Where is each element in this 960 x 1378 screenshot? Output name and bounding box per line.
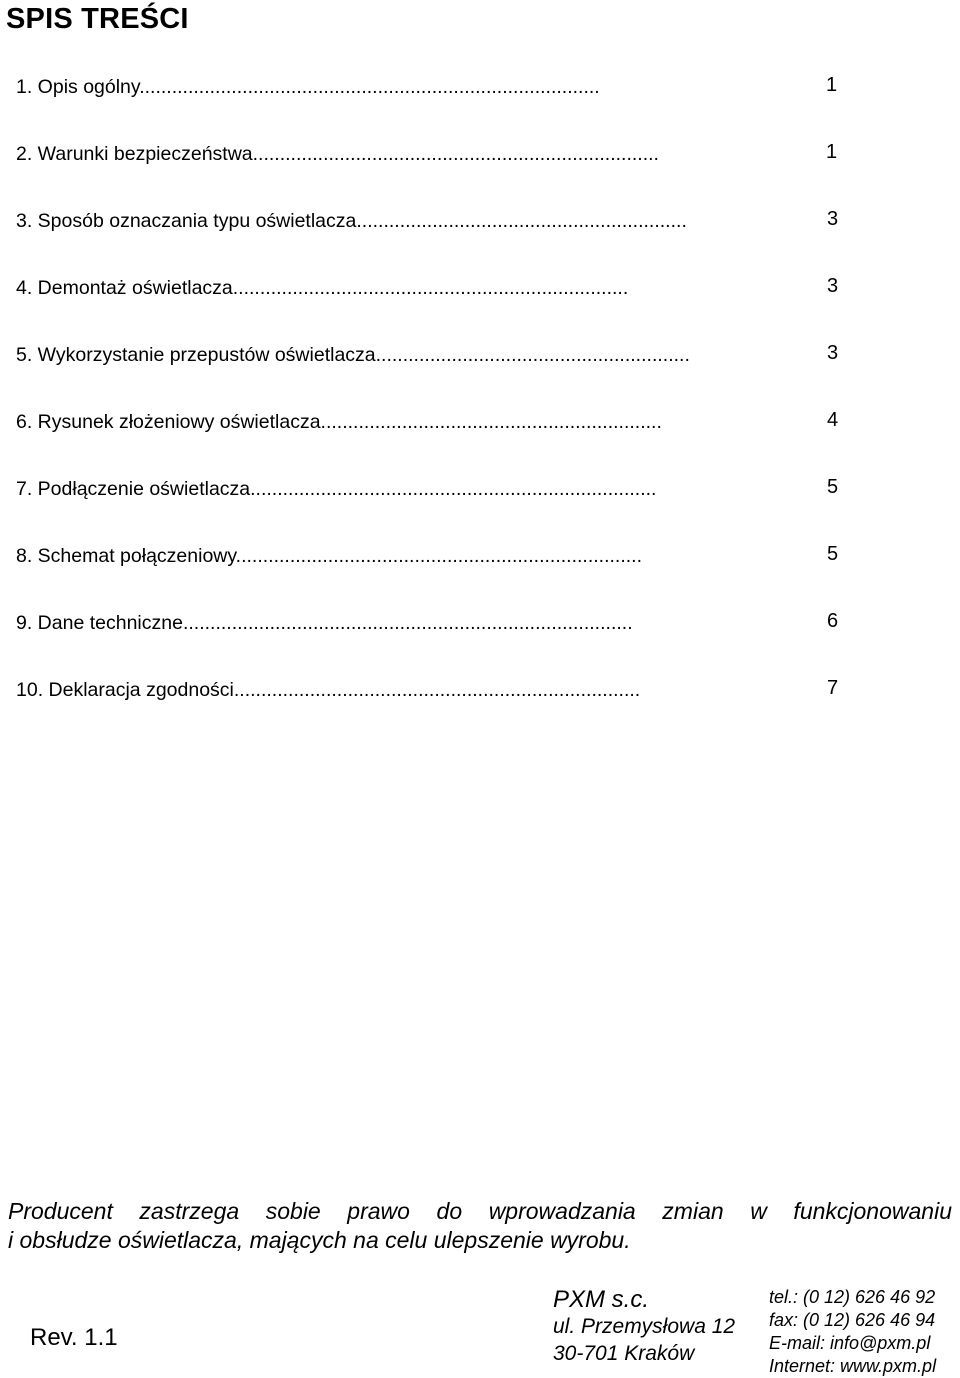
- company-city: 30-701 Kraków: [553, 1342, 695, 1365]
- company-address: [553, 1286, 735, 1367]
- toc-entry-page: 1: [826, 141, 838, 163]
- toc-entry-page: 4: [827, 409, 839, 431]
- toc-entry-5[interactable]: [16, 340, 844, 370]
- toc-entry-label: 7. Podłączenie oświetlacza...........................................................................: [16, 478, 657, 500]
- toc-entry-label: 9. Dane techniczne...................................................................................: [16, 612, 633, 634]
- toc-entry-label: 5. Wykorzystanie przepustów oświetlacza..........................................................: [16, 344, 690, 366]
- toc-entry-8[interactable]: [16, 541, 844, 571]
- notice-line-2: i obsłudze oświetlacza, mających na celu ulepszenie wyrobu.: [8, 1227, 631, 1253]
- contact-tel: tel.: (0 12) 626 46 92: [769, 1287, 936, 1307]
- toc-entry-10[interactable]: [16, 675, 844, 705]
- toc-entry-9[interactable]: [16, 608, 844, 638]
- toc-entry-page: 3: [827, 208, 839, 230]
- toc-entry-label: 4. Demontaż oświetlacza.........................................................................: [16, 277, 629, 299]
- toc-entry-page: 7: [827, 677, 839, 699]
- contact-internet[interactable]: Internet: www.pxm.pl: [769, 1356, 937, 1376]
- toc-entry-label: 8. Schemat połączeniowy...........................................................................: [16, 545, 642, 567]
- notice-line-1: Producent zastrzega sobie prawo do wprowadzania zmian w funkcjonowaniu: [8, 1198, 952, 1224]
- toc-entry-3[interactable]: [16, 206, 844, 236]
- manufacturer-notice: [8, 1197, 952, 1255]
- toc-entry-label: 10. Deklaracja zgodności...........................................................................: [16, 679, 641, 701]
- contact-email[interactable]: E-mail: info@pxm.pl: [769, 1333, 931, 1353]
- toc-entry-7[interactable]: [16, 474, 844, 504]
- toc-entry-6[interactable]: [16, 407, 844, 437]
- toc-entry-label: 6. Rysunek złożeniowy oświetlacza...............................................................: [16, 411, 662, 433]
- document-title: SPIS TREŚCI: [6, 3, 189, 35]
- toc-entry-2[interactable]: [16, 139, 844, 169]
- toc-entry-page: 5: [827, 543, 839, 565]
- toc-entry-label: 1. Opis ogólny.....................................................................................: [16, 76, 600, 98]
- company-name: PXM s.c.: [553, 1286, 650, 1313]
- toc-entry-label: 3. Sposób oznaczania typu oświetlacza.............................................................: [16, 210, 687, 232]
- toc-entry-label: 2. Warunki bezpieczeństwa...........................................................................: [16, 143, 659, 165]
- toc-entry-1[interactable]: [16, 72, 844, 102]
- toc-entry-page: 5: [827, 476, 839, 498]
- company-street: ul. Przemysłowa 12: [553, 1315, 736, 1338]
- toc-entry-page: 6: [827, 610, 839, 632]
- toc-entry-page: 1: [826, 74, 838, 96]
- toc-entry-4[interactable]: [16, 273, 844, 303]
- contact-fax: fax: (0 12) 626 46 94: [769, 1310, 936, 1330]
- toc-entry-page: 3: [827, 342, 839, 364]
- toc-entry-page: 3: [827, 275, 839, 297]
- company-contact: [769, 1286, 936, 1378]
- revision-label: Rev. 1.1: [30, 1324, 118, 1351]
